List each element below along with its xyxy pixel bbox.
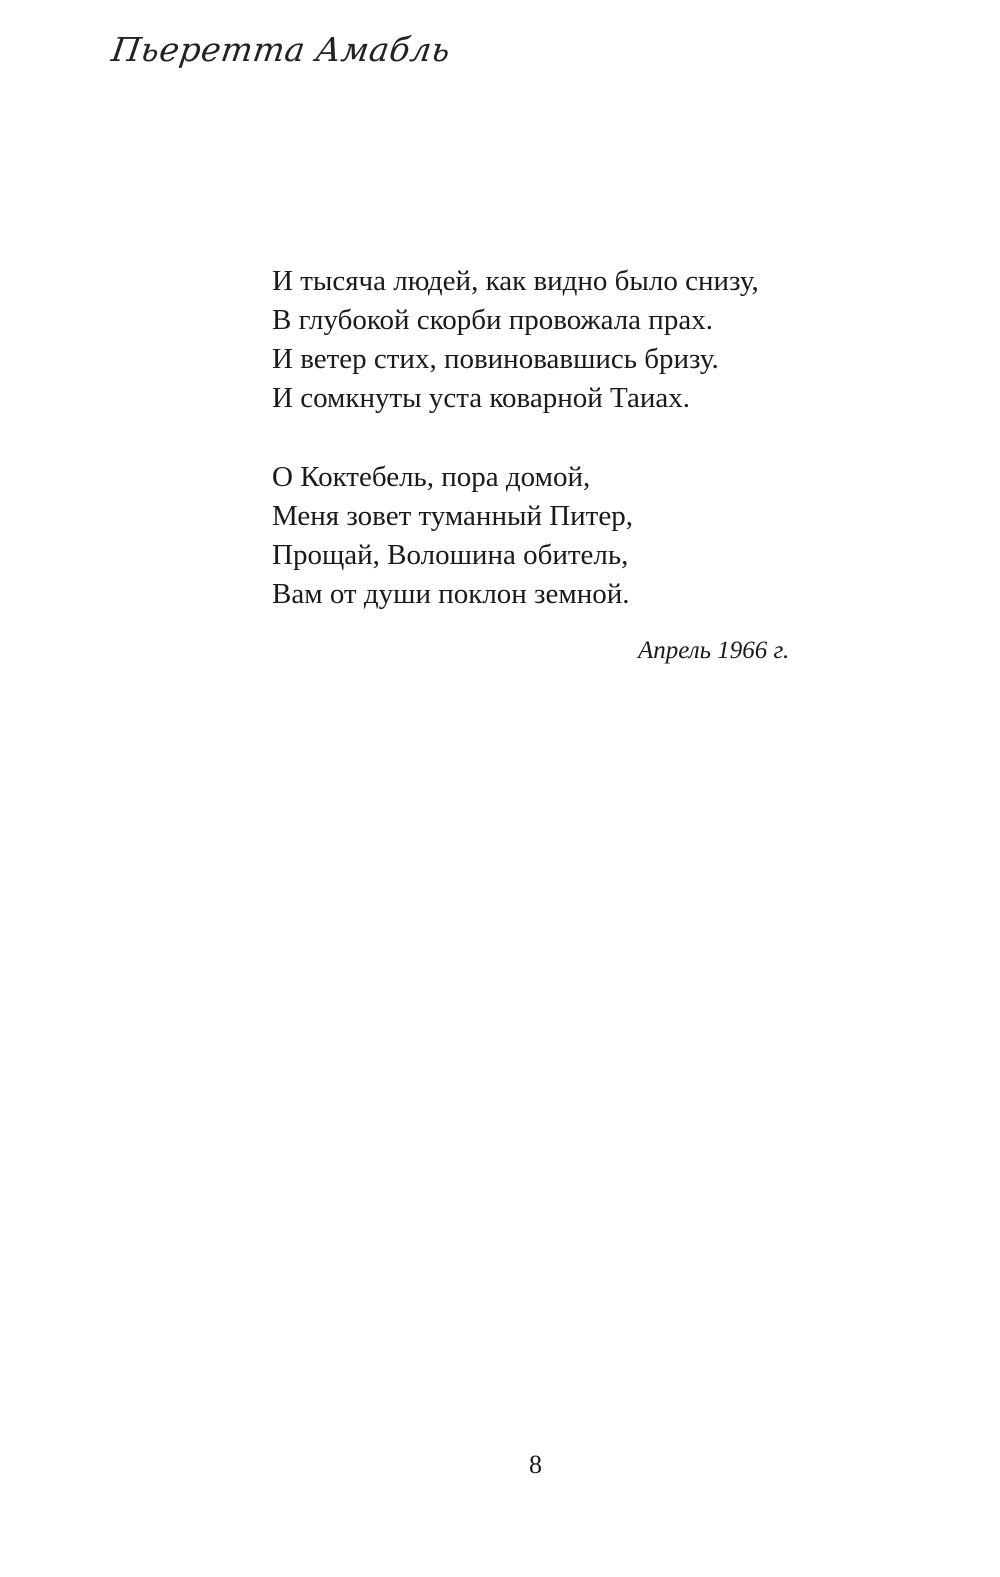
poem-line: О Коктебель, пора домой, <box>272 461 591 493</box>
poem <box>272 262 912 614</box>
running-head-author: Пьеретта Амабль <box>109 30 454 69</box>
poem-line: Меня зовет туманный Питер, <box>272 500 633 532</box>
poem-date: Апрель 1966 г. <box>638 637 790 664</box>
poem-line: И тысяча людей, как видно было снизу, <box>272 265 759 297</box>
stanza-1 <box>272 262 912 418</box>
poem-line: В глубокой скорби провожала прах. <box>272 304 713 336</box>
page-number: 8 <box>529 1450 542 1479</box>
poem-line: И сомкнуты уста коварной Таиах. <box>272 382 690 414</box>
poem-line: Прощай, Волошина обитель, <box>272 539 629 571</box>
stanza-2 <box>272 458 912 614</box>
poem-line: И ветер стих, повиновавшись бризу. <box>272 343 719 375</box>
poem-line: Вам от души поклон земной. <box>272 578 630 610</box>
